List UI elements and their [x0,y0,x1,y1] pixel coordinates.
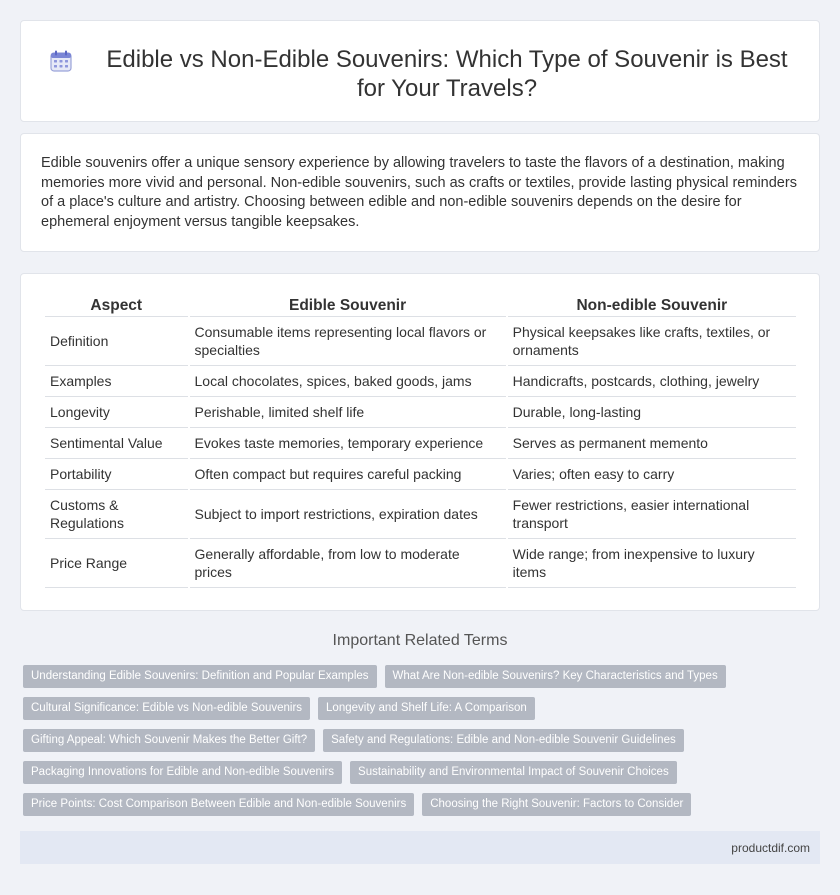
related-term-tag[interactable]: Choosing the Right Souvenir: Factors to Consider [422,793,691,816]
row-aspect: Sentimental Value [45,428,188,459]
tag-row [23,697,813,720]
row-aspect: Price Range [45,539,188,588]
related-term-tag[interactable]: Safety and Regulations: Edible and Non-edible Souvenir Guidelines [323,729,684,752]
row-non-edible: Fewer restrictions, easier international transport [508,490,796,539]
row-edible: Evokes taste memories, temporary experience [190,428,506,459]
table-row [45,366,796,397]
related-terms-tags [23,665,813,825]
intro-paragraph: Edible souvenirs offer a unique sensory experience by allowing travelers to taste the flavors of a destination, making memories more vivid and personal. Non-edible souvenirs, such as crafts or textiles, provide lasting physical reminders of a place's culture and artistry. Choosing between edible and non-edible souvenirs depends on the desire for ephemeral enjoyment versus tangible keepsakes. [41,155,797,230]
related-term-tag[interactable]: Cultural Significance: Edible vs Non-edible Souvenirs [23,697,310,720]
related-term-tag[interactable]: What Are Non-edible Souvenirs? Key Characteristics and Types [385,665,726,688]
related-term-tag[interactable]: Longevity and Shelf Life: A Comparison [318,697,535,720]
tag-row [23,793,813,816]
row-non-edible: Serves as permanent memento [508,428,796,459]
table-row [45,490,796,539]
row-non-edible: Physical keepsakes like crafts, textiles, or ornaments [508,317,796,366]
related-term-tag[interactable]: Packaging Innovations for Edible and Non-edible Souvenirs [23,761,342,784]
calendar-icon [49,49,73,73]
table-row [45,459,796,490]
related-terms-title: Important Related Terms [332,632,508,649]
comparison-card [20,273,820,611]
row-aspect: Portability [45,459,188,490]
row-edible: Consumable items representing local flavors or specialties [190,317,506,366]
row-non-edible: Handicrafts, postcards, clothing, jewelry [508,366,796,397]
row-edible: Perishable, limited shelf life [190,397,506,428]
row-edible: Local chocolates, spices, baked goods, jams [190,366,506,397]
table-row [45,428,796,459]
row-edible: Generally affordable, from low to moderate prices [190,539,506,588]
related-term-tag[interactable]: Price Points: Cost Comparison Between Edible and Non-edible Souvenirs [23,793,414,816]
page-title: Edible vs Non-Edible Souvenirs: Which Type of Souvenir is Best for Your Travels? [106,46,788,102]
table-row [45,317,796,366]
table-row [45,539,796,588]
row-aspect: Customs & Regulations [45,490,188,539]
intro-card [20,133,820,252]
tag-row [23,729,813,752]
row-edible: Often compact but requires careful packing [190,459,506,490]
footer [20,831,820,864]
comparison-table [43,296,798,588]
row-aspect: Longevity [45,397,188,428]
footer-site-link[interactable]: productdif.com [731,841,810,855]
row-non-edible: Wide range; from inexpensive to luxury items [508,539,796,588]
column-header-aspect: Aspect [45,296,188,317]
row-aspect: Definition [45,317,188,366]
tag-row [23,665,813,688]
related-term-tag[interactable]: Understanding Edible Souvenirs: Definition and Popular Examples [23,665,377,688]
column-header-non-edible: Non-edible Souvenir [508,296,796,317]
column-header-edible: Edible Souvenir [190,296,506,317]
tag-row [23,761,813,784]
table-row [45,397,796,428]
header-card [20,20,820,122]
table-header-row [45,296,796,317]
related-term-tag[interactable]: Sustainability and Environmental Impact of Souvenir Choices [350,761,677,784]
row-non-edible: Varies; often easy to carry [508,459,796,490]
related-term-tag[interactable]: Gifting Appeal: Which Souvenir Makes the Better Gift? [23,729,315,752]
row-aspect: Examples [45,366,188,397]
row-edible: Subject to import restrictions, expiration dates [190,490,506,539]
row-non-edible: Durable, long-lasting [508,397,796,428]
